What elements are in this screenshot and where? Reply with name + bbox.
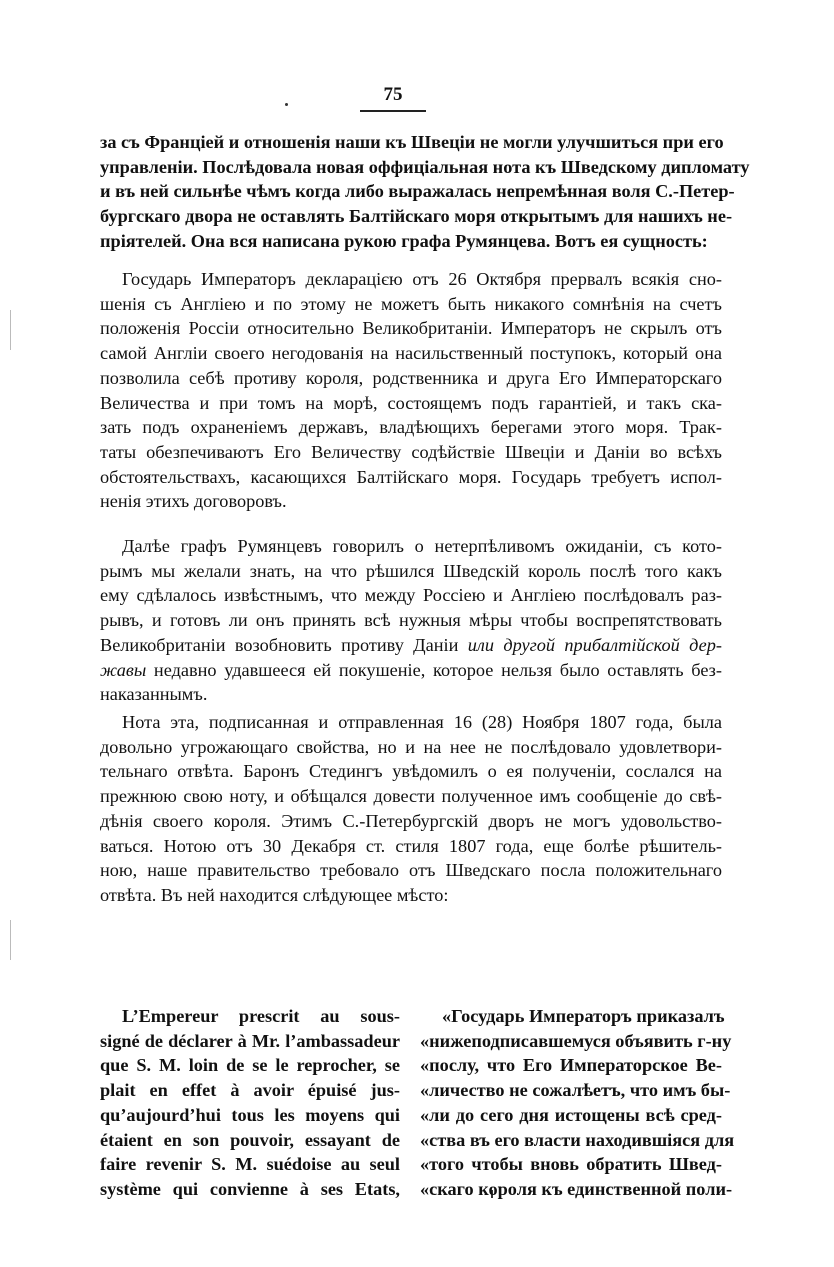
text-line: «того чтобы вновь обратить Швед- bbox=[420, 1154, 722, 1175]
text-line: «ства въ его власти находившіяся для bbox=[420, 1129, 735, 1150]
text-line: отвѣта. Въ ней находится слѣдующее мѣсто: bbox=[100, 884, 449, 905]
text-line: пріятелей. Она вся написана рукою графа Румянцева. Вотъ ея сущность: bbox=[100, 230, 708, 251]
paragraph bbox=[100, 267, 722, 514]
italic-text: жавы bbox=[100, 659, 147, 680]
text-line: самой Англіи своего негодованія на насильственный поступокъ, который она bbox=[100, 343, 722, 364]
text-line: «нижеподписавшемуся объявить г-ну bbox=[420, 1030, 732, 1051]
text-line: étaient en son pouvoir, essayant de bbox=[100, 1129, 400, 1150]
scan-margin-mark bbox=[10, 310, 11, 350]
paragraph bbox=[100, 534, 722, 707]
text-line: faire revenir S. M. suédoise au seul bbox=[100, 1154, 400, 1175]
text-line bbox=[100, 633, 722, 658]
text-line: Величества и при томъ на морѣ, состоящемъ подъ гарантіей, и такъ ска- bbox=[100, 392, 722, 413]
text-line: за съ Франціей и отношенія наши къ Швеціи не могли улучшиться при его bbox=[100, 132, 724, 152]
text-line: управленіи. Послѣдовала новая оффиціальная нота къ Шведскому дипломату bbox=[100, 156, 750, 177]
text-line: Государь Императоръ декларацією отъ 26 Октября прервалъ всякія сно- bbox=[122, 269, 722, 289]
quote-column-french bbox=[100, 1004, 400, 1202]
text-line: «скаго короля къ единственной поли- bbox=[420, 1178, 733, 1199]
quote-column-russian bbox=[420, 1004, 735, 1202]
text-line: тельнаго отвѣта. Баронъ Стедингъ увѣдомилъ о ея полученіи, сослался на bbox=[100, 761, 722, 782]
text-line: «Государь Императоръ приказалъ bbox=[442, 1006, 725, 1026]
text-line: дѣнія своего короля. Этимъ С.-Петербургскій дворъ не могъ удовольство- bbox=[100, 810, 722, 831]
italic-text: или другой прибалтійской дер- bbox=[467, 634, 722, 655]
text-line bbox=[100, 658, 722, 683]
text-line: зать подъ охраненіемъ державъ, владѣющихъ берегами этого моря. Трак- bbox=[100, 417, 722, 438]
text-line: «ли до сего дня истощены всѣ сред- bbox=[420, 1104, 722, 1125]
text-line: ваться. Нотою отъ 30 Декабря ст. стиля 1807 года, еще болѣе рѣшитель- bbox=[100, 835, 722, 856]
text-line: рымъ мы желали знать, на что рѣшился Шведскій король послѣ того какъ bbox=[100, 560, 722, 581]
text-line: qu’aujourd’hui tous les moyens qui bbox=[100, 1104, 400, 1125]
text-line: système qui convienne à ses Etats, bbox=[100, 1178, 400, 1199]
text-line: наказаннымъ. bbox=[100, 684, 208, 705]
text-line: шенія съ Англіею и по этому не можетъ быть никакого сомнѣнія на счетъ bbox=[100, 293, 722, 314]
text-line: Далѣе графъ Румянцевъ говорилъ о нетерпѣливомъ ожиданіи, съ кото- bbox=[122, 536, 722, 556]
text-line: рывъ, и готовъ ли онъ принять всѣ нужныя мѣры чтобы воспрепятствовать bbox=[100, 610, 722, 631]
text-line: обстоятельствахъ, касающихся Балтійскаго моря. Государь требуетъ испол- bbox=[100, 466, 722, 487]
paragraph bbox=[100, 710, 722, 908]
text-line: ему сдѣлалось извѣстнымъ, что между Россіею и Англіею послѣдовалъ раз- bbox=[100, 585, 722, 606]
text-line: положенія Россіи относительно Великобританіи. Императоръ не скрылъ отъ bbox=[100, 318, 722, 339]
text-line: прежнюю свою ноту, и обѣщался довести полученное имъ сообщеніе до свѣ- bbox=[100, 786, 722, 807]
text-line: и въ ней сильнѣе чѣмъ когда либо выражалась непремѣнная воля С.-Петер- bbox=[100, 181, 735, 202]
page-number: 75 bbox=[383, 84, 403, 105]
text-line: «личество не сожалѣетъ, что имъ бы- bbox=[420, 1080, 731, 1101]
text-line: «послу, что Его Императорское Ве- bbox=[420, 1055, 722, 1076]
text-line: Нота эта, подписанная и отправленная 16 (28) Ноября 1807 года, была bbox=[122, 712, 722, 732]
text-line: ною, наше правительство требовало отъ Шведскаго посла положительнаго bbox=[100, 860, 722, 881]
text-line: бургскаго двора не оставлять Балтійскаго моря открытымъ для нашихъ не- bbox=[100, 206, 733, 227]
scan-speck bbox=[285, 103, 288, 106]
text-segment: недавно удавшееся ей покушеніе, которое нельзя было оставлять без- bbox=[146, 659, 722, 680]
text-line: ненія этихъ договоровъ. bbox=[100, 491, 287, 512]
text-line: позволила себѣ противу короля, родственника и друга Его Императорскаго bbox=[100, 367, 722, 388]
paragraph bbox=[100, 130, 750, 254]
text-line: que S. M. loin de se le reprocher, se bbox=[100, 1055, 400, 1076]
page-number-rule bbox=[360, 110, 426, 112]
text-line: plait en effet à avoir épuisé jus- bbox=[100, 1080, 400, 1101]
text-line: signé de déclarer à Mr. l’ambassadeur bbox=[100, 1030, 400, 1051]
text-line: L’Empereur prescrit au sous- bbox=[122, 1006, 400, 1026]
text-segment: Великобританіи возобновить противу Даніи bbox=[100, 634, 468, 655]
scan-margin-mark bbox=[10, 920, 11, 960]
text-line: таты обезпечиваютъ Его Величеству содѣйствіе Швеціи и Даніи во всѣхъ bbox=[100, 441, 722, 462]
text-line: довольно угрожающаго свойства, но и на нее не послѣдовало удовлетвори- bbox=[100, 736, 722, 757]
